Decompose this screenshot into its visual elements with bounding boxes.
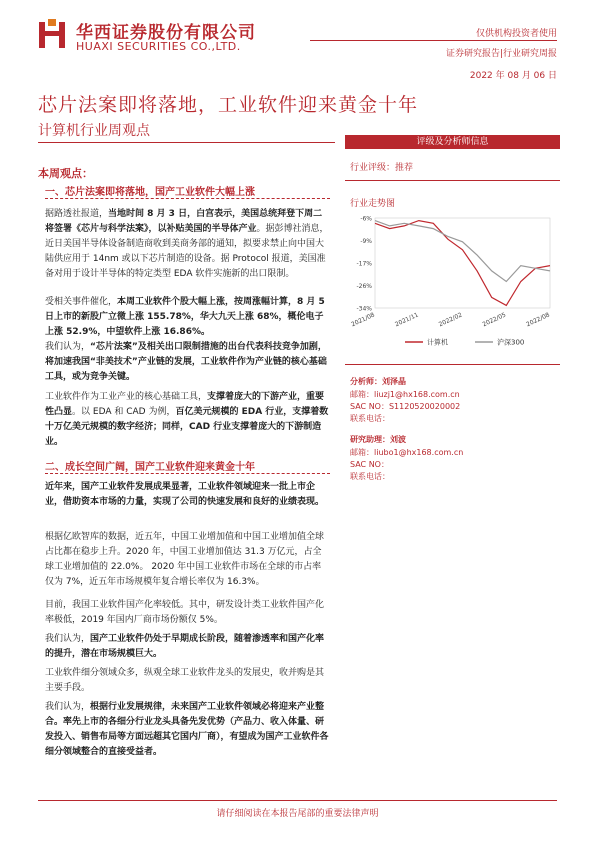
x-tick-label: 2022/02 [437,311,464,329]
section-2-divider [45,473,330,474]
report-type: 证券研究报告|行业研究周报 [445,49,557,59]
industry-trend-chart [345,210,560,360]
assistant-email[interactable]: 邮箱：liubo1@hx168.com.cn [350,448,464,457]
x-tick-label: 2022/08 [525,311,551,329]
y-tick-label: -17% [356,260,372,268]
sidebar-header: 评级及分析师信息 [345,135,560,149]
company-name-cn: 华西证券股份有限公司 [76,23,256,43]
report-subtitle: 计算机行业周观点 [38,123,150,139]
chart-frame [375,218,550,308]
analyst-sac-no: SAC NO：S1120520020002 [350,402,461,411]
report-title: 芯片法案即将落地，工业软件迎来黄金十年 [38,94,419,116]
x-tick-label: 2021/11 [394,311,420,329]
weekly-view-heading: 本周观点： [38,167,93,180]
company-logo-icon [38,18,66,50]
company-name-en: HUAXI SECURITIES CO.,LTD. [76,40,241,53]
header-divider [310,40,557,41]
analyst-email[interactable]: 邮箱：liuzj1@hx168.com.cn [350,390,460,399]
legend-label: 计算机 [427,338,448,347]
trend-chart-label: 行业走势图 [350,199,396,209]
x-tick-label: 2022/05 [481,311,508,329]
title-divider [38,142,335,143]
x-tick-label: 2021/08 [350,311,376,329]
industry-rating: 行业评级：推荐 [350,163,414,173]
paragraph-8: 我们认为，国产工业软件仍处于早期成长阶段，随着渗透率和国产化率的提升，潜在市场规模巨大。 [45,634,325,659]
legend-label: 沪深300 [497,338,525,347]
paragraph-6: 根据亿欧智库的数据，近五年，中国工业增加值和中国工业增加值全球占比都在稳步上升。2020 年，中国工业增加值达 31.3 万亿元，占全球工业增加值的 22.0%。 2020 年中国工业软件市场在全球的市占率仅为 7%，近五年市场规模年复合增长率仅为 16.3%。 [45,532,325,587]
analyst-name: 分析师：刘泽晶 [350,377,406,386]
report-date: 2022 年 08 月 06 日 [469,71,557,81]
section-1-divider [45,198,330,199]
y-tick-label: -6% [360,215,372,223]
paragraph-10: 我们认为，根据行业发展规律，未来国产工业软件领域必将迎来产业整合。率先上市的各细分行业龙头具备先发优势（产品力、收入体量、研发投入、销售布局等方面远超其它国内厂商），有望成为国产工业软件各细分领域整合的直接受益者。 [45,702,329,757]
audience-note: 仅供机构投资者使用 [475,29,557,39]
rating-divider [345,180,560,181]
assistant-name: 研究助理：刘波 [350,435,406,444]
paragraph-3: 我们认为，“芯片法案”及相关出口限制措施的出台代表科技竞争加剧，将加速我国“非美技术”产业链的发展，工业软件作为产业链的核心基础工具，或为竞争关键。 [45,342,327,382]
paragraph-4: 工业软件作为工业产业的核心基础工具，支撑着庞大的下游产业，重要性凸显。以 EDA 和 CAD 为例，百亿美元规模的 EDA 行业，支撑着数十万亿美元规模的数字经济；同样，CAD 行业支撑着庞大的下游制造业。 [45,392,329,447]
paragraph-1: 据路透社报道，当地时间 8 月 3 日，白宫表示，美国总统拜登下周二将签署《芯片与科学法案》，以补贴美国的半导体产业。据彭博社消息，近日美国半导体设备制造商收到美商务部的通知，拟要求禁止向中国大陆供应用于 14nm 或以下芯片制造的设备。据 Protocol 报道，美国准备对用于设计半导体的特定类型 EDA 软件实施新的出口限制。 [45,209,329,279]
y-tick-label: -9% [360,238,372,245]
assistant-sac-no: SAC NO： [350,460,389,469]
y-tick-label: -26% [356,283,372,290]
series-line-csi300 [375,221,550,282]
y-tick-label: -34% [356,305,372,313]
series-line-computer [375,221,550,306]
legal-notice: 请仔细阅读在本报告尾部的重要法律声明 [216,809,379,819]
paragraph-2: 受相关事件催化，本周工业软件个股大幅上涨，按周涨幅计算，8 月 5 日上市的新股广立微上涨 155.78%，华大九天上涨 68%，概伦电子上涨 52.9%，中望软件上涨 16.86%。 [45,297,325,337]
chart-divider [345,364,560,365]
paragraph-9: 工业软件细分领域众多，纵观全球工业软件龙头的发展史，收并购是其主要手段。 [45,668,325,693]
paragraph-7: 目前，我国工业软件国产化率较低。其中，研发设计类工业软件国产化率极低，2019 年国内厂商市场份额仅 5%。 [45,600,325,625]
analyst-phone: 联系电话： [350,414,390,423]
paragraph-5: 近年来，国产工业软件发展成果显著，工业软件领域迎来一批上市企业，借助资本市场的力量，实现了公司的快速发展和良好的业绩表现。 [45,482,325,507]
assistant-phone: 联系电话： [350,472,390,481]
section-2-heading: 二、成长空间广阔，国产工业软件迎来黄金十年 [45,462,255,473]
section-1-heading: 一、芯片法案即将落地，国产工业软件大幅上涨 [45,187,255,198]
footer-divider [38,800,557,801]
